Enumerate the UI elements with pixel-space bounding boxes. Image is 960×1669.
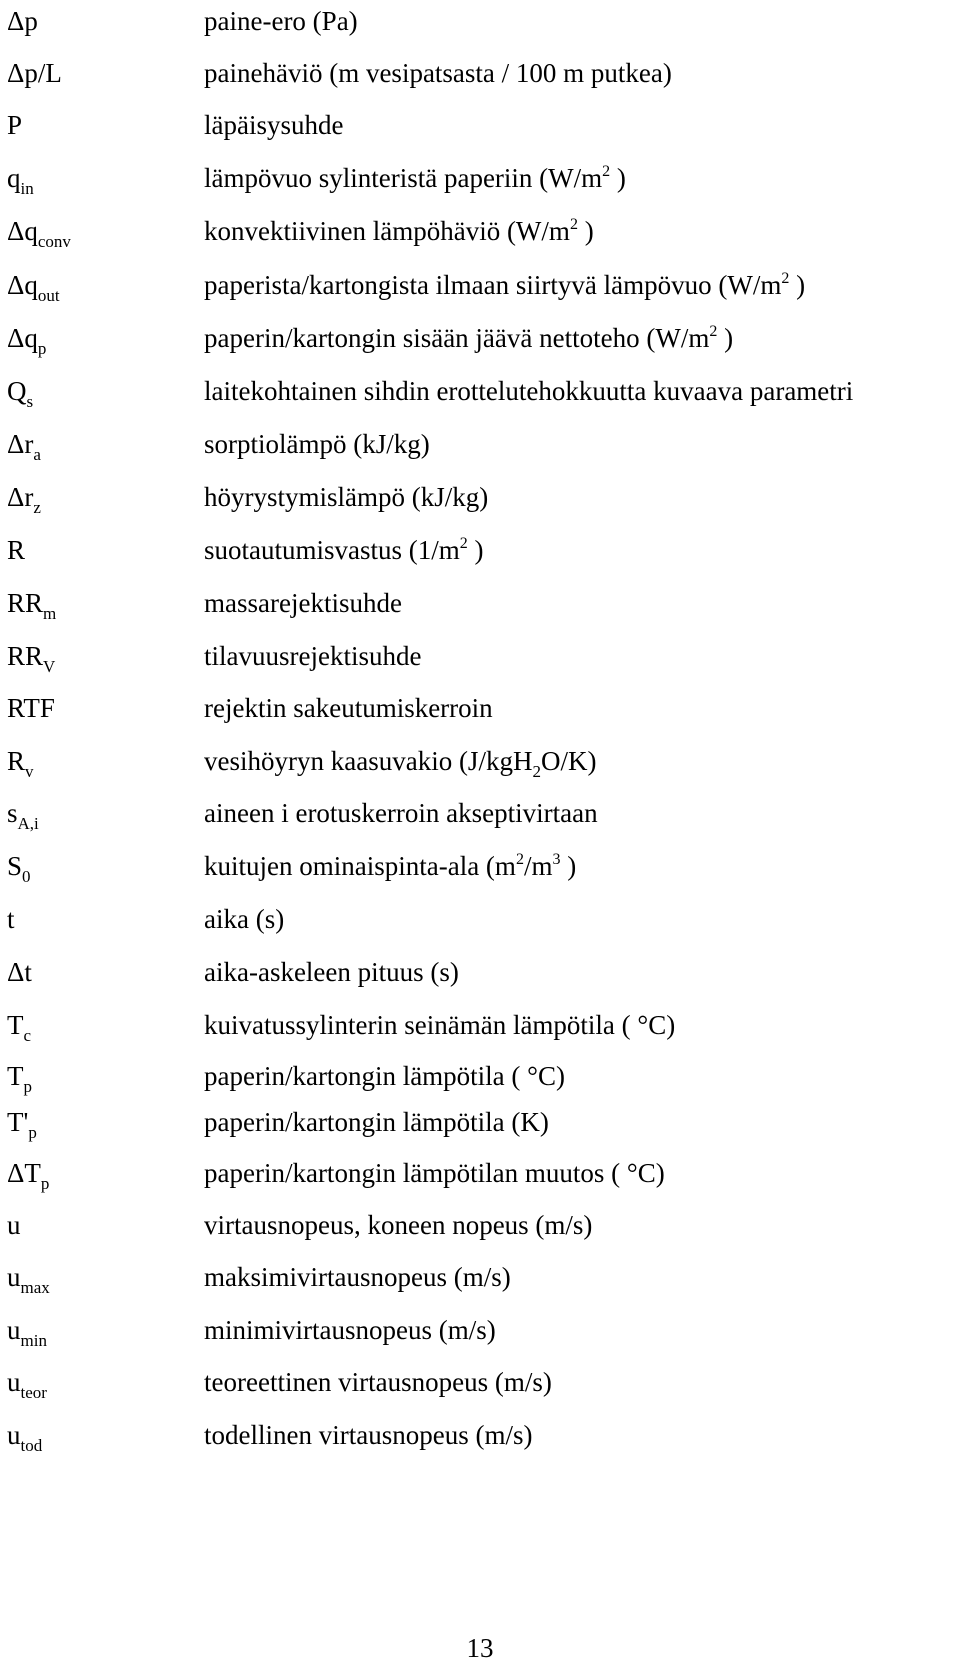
superscript: 2: [569, 216, 578, 233]
definition-text: aika-askeleen pituus (s): [204, 957, 459, 987]
symbol-base: P: [7, 110, 23, 140]
symbol-base: R: [7, 746, 26, 776]
symbol-definition: [204, 690, 493, 726]
symbol-subscript: p: [23, 1077, 32, 1096]
symbol-row: [0, 267, 960, 315]
symbol-definition: [204, 1007, 675, 1043]
symbol-row: [0, 638, 960, 686]
symbol: [7, 743, 34, 783]
definition-text: höyrystymislämpö (kJ/kg): [204, 482, 489, 512]
definition-text: konvektiivinen lämpöhäviö (W/m: [204, 216, 570, 246]
symbol-row: [0, 160, 960, 208]
definition-text: aineen i erotuskerroin akseptivirtaan: [204, 798, 598, 828]
symbol-subscript: tod: [20, 1436, 43, 1455]
definition-text: kuivatussylinterin seinämän lämpötila ( °C): [204, 1010, 676, 1040]
symbol: [7, 1259, 50, 1299]
symbol: [7, 532, 25, 568]
symbol-base: u: [7, 1367, 21, 1397]
symbol-base: t: [7, 904, 15, 934]
symbol-definition: [204, 1058, 565, 1094]
symbol-base: Δp: [7, 6, 38, 36]
symbol-row: [0, 795, 960, 843]
symbol: [7, 479, 41, 519]
symbol: [7, 954, 32, 990]
symbol: [7, 107, 22, 143]
symbol-base: Δq: [7, 216, 38, 246]
symbol: [7, 1058, 32, 1098]
symbol: [7, 1364, 47, 1404]
symbol: [7, 320, 46, 360]
definition-text: aika (s): [204, 904, 285, 934]
definition-text: sorptiolämpö (kJ/kg): [204, 429, 430, 459]
symbol-row: [0, 1104, 960, 1152]
symbol-base: u: [7, 1315, 21, 1345]
definition-text: /m: [523, 851, 553, 881]
symbol: [7, 901, 15, 937]
symbol-row: [0, 320, 960, 368]
definition-text: ): [610, 163, 626, 193]
symbol-row: [0, 55, 960, 103]
symbol-subscript: p: [28, 1123, 37, 1142]
symbol-definition: [204, 1104, 549, 1140]
symbol-base: ΔT: [7, 1158, 41, 1188]
definition-text: painehäviö (m vesipatsasta / 100 m putkea): [204, 58, 672, 88]
symbol-subscript: in: [20, 179, 34, 198]
symbol-row: [0, 1312, 960, 1360]
symbol-definition: [204, 160, 626, 201]
symbol: [7, 795, 39, 835]
symbol-base: S: [7, 851, 23, 881]
symbol-definition: [204, 373, 853, 409]
symbol-definition: [204, 1312, 496, 1348]
symbol-base: RR: [7, 641, 44, 671]
symbol: [7, 213, 71, 253]
symbol-subscript: a: [33, 445, 41, 464]
page-number: 13: [466, 1633, 494, 1663]
symbol-subscript: z: [33, 498, 41, 517]
symbol-row: [0, 954, 960, 1002]
definition-text: tilavuusrejektisuhde: [204, 641, 422, 671]
superscript: 2: [781, 270, 790, 287]
symbol-definition: [204, 638, 421, 674]
definition-text: maksimivirtausnopeus (m/s): [204, 1262, 511, 1292]
symbol: [7, 55, 62, 91]
symbol: [7, 638, 55, 678]
symbol-row: [0, 479, 960, 527]
definition-text: paperista/kartongista ilmaan siirtyvä lämpövuo (W/m: [204, 270, 782, 300]
subscript: 2: [532, 762, 541, 781]
symbol-base: q: [7, 163, 21, 193]
definition-text: ): [467, 535, 484, 565]
superscript: 3: [552, 851, 561, 868]
symbol-definition: [204, 901, 284, 937]
symbol-base: s: [7, 798, 18, 828]
symbol-base: Δr: [7, 482, 34, 512]
symbol-definition: [204, 743, 596, 783]
symbol-definition: [204, 1259, 511, 1295]
definition-text: vesihöyryn kaasuvakio (J/kgH: [204, 746, 533, 776]
symbol-subscript: min: [20, 1331, 47, 1350]
definition-text: paperin/kartongin lämpötilan muutos ( °C): [204, 1158, 665, 1188]
symbol-definition: [204, 1207, 592, 1243]
definition-text: läpäisysuhde: [204, 110, 344, 140]
definition-text: ): [789, 270, 806, 300]
definition-text: virtausnopeus, koneen nopeus (m/s): [204, 1210, 593, 1240]
symbol-subscript: s: [26, 392, 34, 411]
symbol-subscript: c: [23, 1026, 32, 1045]
symbol-base: u: [7, 1210, 21, 1240]
symbol: [7, 1207, 21, 1243]
symbol-subscript: teor: [20, 1383, 47, 1402]
symbol-subscript: conv: [37, 232, 71, 251]
symbol-definition: [204, 848, 576, 889]
symbol-row: [0, 690, 960, 738]
symbol-definition: [204, 585, 402, 621]
symbol-row: [0, 585, 960, 633]
symbol-base: Δt: [7, 957, 32, 987]
symbol-row: [0, 426, 960, 474]
symbol-base: u: [7, 1262, 21, 1292]
symbol-row: [0, 532, 960, 580]
symbol: [7, 585, 56, 625]
symbol: [7, 848, 31, 888]
symbol-definition: [204, 426, 430, 462]
symbol-base: Δr: [7, 429, 34, 459]
symbol: [7, 1007, 31, 1047]
symbol-row: [0, 1058, 960, 1106]
symbol: [7, 267, 60, 307]
symbol-definition: [204, 3, 358, 39]
symbol: [7, 426, 41, 466]
symbol-row: [0, 213, 960, 261]
definition-text: ): [560, 851, 577, 881]
symbol-row: [0, 1007, 960, 1055]
definition-text: paine-ero (Pa): [204, 6, 358, 36]
symbol-definition: [204, 107, 343, 143]
symbol-definition: [204, 1155, 665, 1191]
symbol-base: Δp/L: [7, 58, 62, 88]
superscript: 2: [709, 323, 718, 340]
symbol-definition: [204, 55, 672, 91]
symbol-base: Q: [7, 376, 27, 406]
symbol-definition: [204, 1417, 532, 1453]
symbol-subscript: p: [37, 339, 47, 358]
definition-text: ): [577, 216, 594, 246]
symbol-base: Δq: [7, 270, 38, 300]
symbol-definition: [204, 479, 488, 515]
symbol: [7, 1104, 37, 1144]
definition-text: suotautumisvastus (1/m: [204, 535, 460, 565]
symbol-base: R: [7, 535, 26, 565]
symbol-row: [0, 1417, 960, 1465]
definition-text: teoreettinen virtausnopeus (m/s): [204, 1367, 552, 1397]
symbol-base: T: [7, 1061, 24, 1091]
symbol-row: [0, 3, 960, 51]
symbol-base: u: [7, 1420, 21, 1450]
symbol-definition: [204, 213, 594, 254]
definition-text: O/K): [540, 746, 597, 776]
definition-text: paperin/kartongin sisään jäävä nettoteho (W/m: [204, 323, 710, 353]
symbol-definition: [204, 1364, 552, 1400]
symbol-subscript: out: [37, 286, 60, 305]
symbol-row: [0, 743, 960, 791]
symbol: [7, 160, 34, 200]
symbol-row: [0, 901, 960, 949]
symbol-base: T': [7, 1107, 29, 1137]
symbol-subscript: m: [43, 604, 57, 623]
definition-text: ): [717, 323, 734, 353]
symbol-row: [0, 107, 960, 155]
symbol-base: RTF: [7, 693, 55, 723]
superscript: 2: [459, 535, 468, 552]
symbol-row: [0, 373, 960, 421]
symbol-row: [0, 848, 960, 896]
symbol-subscript: V: [43, 657, 56, 676]
symbol-row: [0, 1155, 960, 1203]
superscript: 2: [602, 163, 611, 180]
symbol: [7, 3, 38, 39]
symbol-row: [0, 1364, 960, 1412]
symbol-base: T: [7, 1010, 24, 1040]
symbol-subscript: v: [25, 762, 34, 781]
symbol: [7, 690, 55, 726]
definition-text: kuitujen ominaispinta-ala (m: [204, 851, 516, 881]
symbol: [7, 1155, 49, 1195]
definition-text: lämpövuo sylinteristä paperiin (W/m: [204, 163, 603, 193]
definition-text: minimivirtausnopeus (m/s): [204, 1315, 496, 1345]
definition-text: laitekohtainen sihdin erottelutehokkuutta kuvaava parametri: [204, 376, 854, 406]
superscript: 2: [515, 851, 524, 868]
symbol-definition: [204, 954, 459, 990]
symbol-subscript: A,i: [17, 814, 39, 833]
definition-text: paperin/kartongin lämpötila (K): [204, 1107, 549, 1137]
definition-text: rejektin sakeutumiskerroin: [204, 693, 493, 723]
symbol-subscript: max: [20, 1278, 50, 1297]
symbol-subscript: p: [40, 1174, 50, 1193]
symbol-row: [0, 1207, 960, 1255]
definition-text: paperin/kartongin lämpötila ( °C): [204, 1061, 565, 1091]
symbol: [7, 1417, 42, 1457]
symbol-subscript: 0: [22, 867, 31, 886]
definition-text: todellinen virtausnopeus (m/s): [204, 1420, 533, 1450]
symbol-definition: [204, 795, 598, 831]
symbol-definition: [204, 267, 805, 308]
symbol: [7, 1312, 47, 1352]
definition-text: massarejektisuhde: [204, 588, 402, 618]
symbol-definition: [204, 532, 484, 573]
symbol: [7, 373, 33, 413]
symbol-row: [0, 1259, 960, 1307]
symbol-base: RR: [7, 588, 44, 618]
symbol-definition: [204, 320, 733, 361]
symbol-base: Δq: [7, 323, 38, 353]
